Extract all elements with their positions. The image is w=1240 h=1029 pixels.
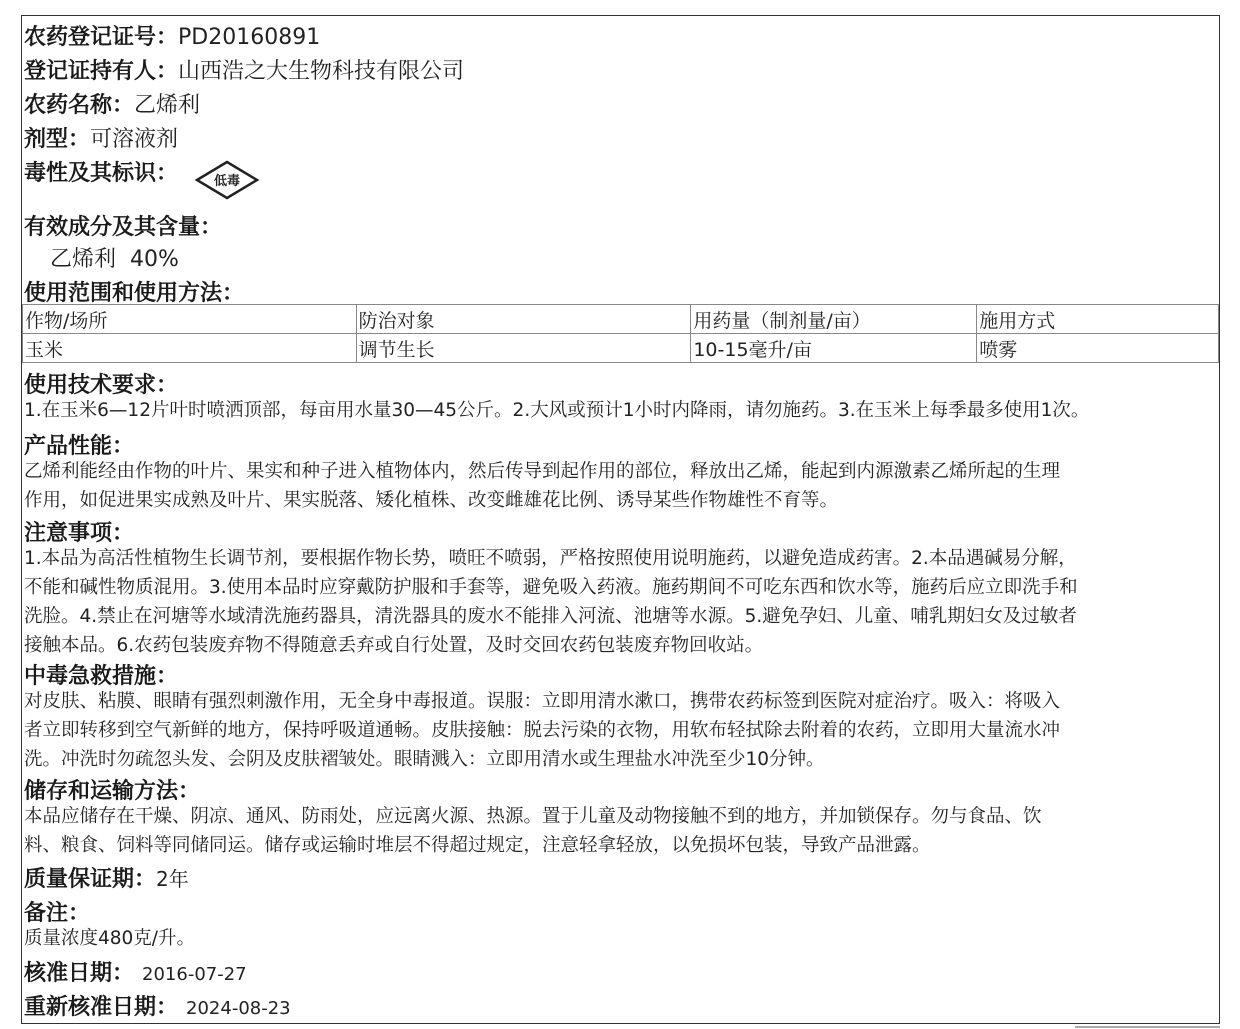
text-line: 作用，如促进果实成熟及叶片、果实脱落、矮化植株、改变雌雄花比例、诱导某些作物雄性不育等。 (24, 490, 839, 511)
text-line: 乙烯利能经由作物的叶片、果实和种子进入植物体内，然后传导到起作用的部位，释放出乙烯，能起到内源激素乙烯所起的生理 (24, 461, 1061, 482)
remarks-text (24, 924, 1220, 953)
reapproval-date-row (24, 990, 291, 1021)
usage-table (22, 304, 1219, 363)
name-value: 乙烯利 (134, 93, 201, 118)
holder-row (24, 54, 464, 85)
formulation-label: 剂型： (24, 127, 91, 152)
registration-value: PD20160891 (178, 25, 321, 50)
ingredient-value: 乙烯利 40% (50, 247, 179, 272)
storage-label: 储存和运输方法： (24, 779, 201, 804)
holder-value: 山西浩之大生物科技有限公司 (178, 59, 465, 84)
registration-label: 农药登记证号： (24, 25, 179, 50)
text-line: 本品应储存在干燥、阴凉、通风、防雨处，应远离火源、热源。置于儿童及动物接触不到的地方，并加锁保存。勿与食品、饮 (24, 806, 1042, 827)
text-line: 1.在玉米6—12片叶时喷洒顶部，每亩用水量30—45公斤。2.大风或预计1小时内降雨，请勿施药。3.在玉米上每季最多使用1次。 (24, 400, 1090, 421)
notes-label: 注意事项： (24, 521, 135, 546)
name-row (24, 88, 200, 119)
table-row (23, 334, 1219, 363)
tech-label: 使用技术要求： (24, 373, 179, 398)
text-line: 料、粮食、饲料等同储同运。储存或运输时堆层不得超过规定，注意轻拿轻放，以免损坏包装，导致产品泄露。 (24, 835, 931, 856)
toxicity-row (24, 156, 178, 187)
low-toxicity-icon (193, 158, 261, 202)
formulation-row (24, 122, 178, 153)
registration-row (24, 20, 320, 51)
name-label: 农药名称： (24, 93, 135, 118)
shelf-life-label: 质量保证期： (24, 867, 157, 892)
table-header-cell: 施用方式 (977, 305, 1219, 334)
approval-date-label: 核准日期： (24, 961, 135, 986)
remarks-label: 备注： (24, 901, 91, 926)
shelf-life-value: 2年 (156, 867, 189, 891)
table-header-cell: 用药量（制剂量/亩） (691, 305, 977, 334)
tech-text (24, 396, 1220, 425)
text-line: 1.本品为高活性植物生长调节剂，要根据作物长势，喷旺不喷弱，严格按照使用说明施药，以避免造成药害。2.本品遇碱易分解， (24, 548, 1077, 569)
approval-date-value: 2016-07-27 (142, 964, 247, 985)
text-line: 质量浓度480克/升。 (24, 928, 196, 949)
table-header-cell: 防治对象 (356, 305, 691, 334)
table-header-row (23, 305, 1219, 334)
toxicity-badge: 低毒 (213, 174, 241, 189)
first-aid-label: 中毒急救措施： (24, 664, 179, 689)
reapproval-date-label: 重新核准日期： (24, 995, 179, 1020)
performance-label: 产品性能： (24, 434, 135, 459)
notes-text (24, 544, 1220, 660)
text-line: 洗。冲洗时勿疏忽头发、会阴及皮肤褶皱处。眼睛溅入：立即用清水或生理盐水冲洗至少10分钟。 (24, 749, 825, 770)
formulation-value: 可溶液剂 (90, 127, 179, 152)
first-aid-text (24, 687, 1220, 774)
bottom-divider (1075, 1026, 1220, 1028)
usage-label: 使用范围和使用方法： (24, 281, 245, 306)
table-cell: 10-15毫升/亩 (691, 334, 977, 363)
table-cell: 喷雾 (977, 334, 1219, 363)
approval-date-row (24, 956, 247, 987)
storage-text (24, 802, 1220, 860)
text-line: 对皮肤、粘膜、眼睛有强烈刺激作用，无全身中毒报道。误服：立即用清水漱口，携带农药标签到医院对症治疗。吸入：将吸入 (24, 691, 1061, 712)
shelf-life-row (24, 862, 189, 893)
holder-label: 登记证持有人： (24, 59, 179, 84)
table-header-cell: 作物/场所 (23, 305, 357, 334)
performance-text (24, 457, 1220, 515)
text-line: 者立即转移到空气新鲜的地方，保持呼吸道通畅。皮肤接触：脱去污染的衣物，用软布轻拭除去附着的农药，立即用大量流水冲 (24, 720, 1061, 741)
ingredient-label: 有效成分及其含量： (24, 215, 223, 240)
reapproval-date-value: 2024-08-23 (186, 998, 291, 1019)
table-cell: 调节生长 (356, 334, 691, 363)
text-line: 洗脸。4.禁止在河塘等水域清洗施药器具，清洗器具的废水不能排入河流、池塘等水源。5.避免孕妇、儿童、哺乳期妇女及过敏者 (24, 606, 1077, 627)
text-line: 不能和碱性物质混用。3.使用本品时应穿戴防护服和手套等，避免吸入药液。施药期间不可吃东西和饮水等，施药后应立即洗手和 (24, 577, 1078, 598)
text-line: 接触本品。6.农药包装废弃物不得随意丢弃或自行处置，及时交回农药包装废弃物回收站。 (24, 635, 764, 656)
toxicity-label: 毒性及其标识： (24, 161, 179, 186)
table-cell: 玉米 (23, 334, 357, 363)
